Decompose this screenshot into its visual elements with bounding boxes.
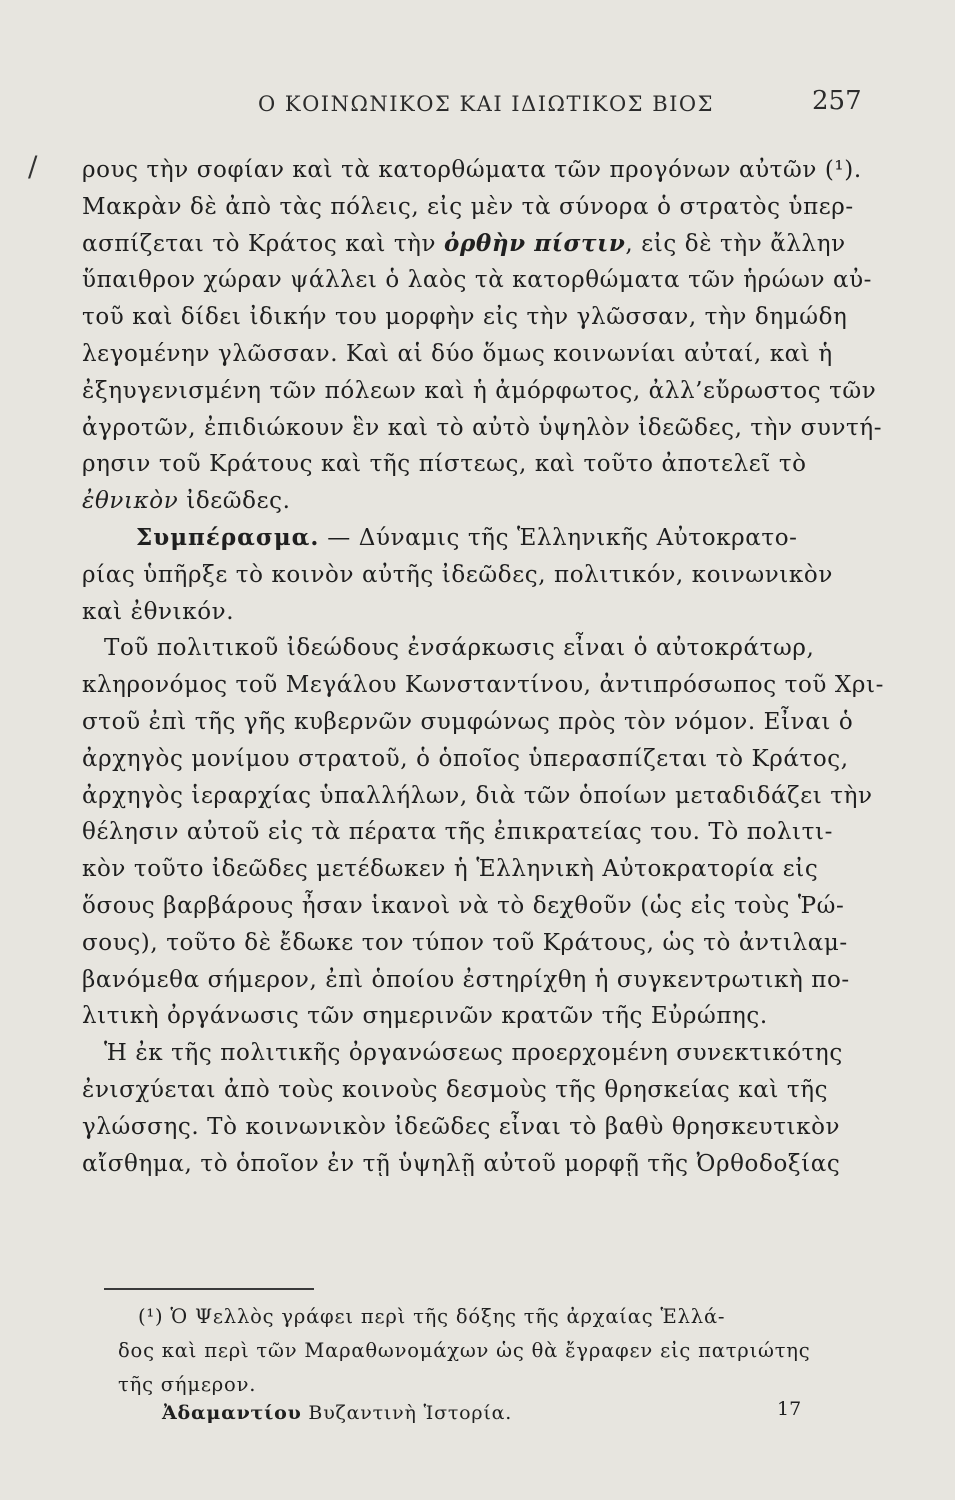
footnote-line: δος καὶ περὶ τῶν Μαραθωνομάχων ὡς θὰ ἔγραφεν εἰς πατριώτης [118, 1339, 811, 1362]
text-line: ἀρχηγὸς ἱεραρχίας ὑπαλλήλων, διὰ τῶν ὁποίων μεταδιδάζει τὴν [82, 782, 873, 809]
text-line: ρησιν τοῦ Κράτους καὶ τῆς πίστεως, καὶ τοῦτο ἀποτελεῖ τὸ [82, 451, 807, 478]
emphasis-national: ἐθνικὸν [82, 488, 179, 515]
signature-title: Βυζαντινὴ Ἱστορία. [301, 1402, 513, 1424]
text-line: θέλησιν αὐτοῦ εἰς τὰ πέρατα τῆς ἐπικρατείας του. Τὸ πολιτι- [82, 819, 833, 846]
footnote [118, 1300, 878, 1402]
text-line: λιτικὴ ὀργάνωσις τῶν σημερινῶν κρατῶν τῆς Εὐρώπης. [82, 1003, 768, 1030]
footnote-line: τῆς σήμερον. [118, 1373, 257, 1396]
text-line: γλώσσης. Τὸ κοινωνικὸν ἰδεῶδες εἶναι τὸ βαθὺ θρησκευτικὸν [82, 1113, 841, 1140]
signature-number: 17 [777, 1398, 802, 1420]
text-line [82, 483, 882, 520]
text-span: ασπίζεται τὸ Κράτος καὶ τὴν [82, 230, 445, 257]
text-line: σους), τοῦτο δὲ ἔδωκε τον τύπον τοῦ Κράτους, ὡς τὸ ἀντιλαμ- [82, 929, 848, 956]
text-span: — Δύναμις τῆς Ἑλληνικῆς Αὐτοκρατο- [319, 524, 798, 551]
text-line: ἐξηυγενισμένη τῶν πόλεων καὶ ἡ ἀμόρφωτος, ἀλλ’εὔρωστος τῶν [82, 377, 877, 404]
running-head: Ο ΚΟΙΝΩΝΙΚΟΣ ΚΑΙ ΙΔΙΩΤΙΚΟΣ ΒΙΟΣ [258, 92, 714, 116]
text-line: Μακρὰν δὲ ἀπὸ τὰς πόλεις, εἰς μὲν τὰ σύνορα ὁ στρατὸς ὑπερ- [82, 193, 854, 220]
page-number: 257 [812, 86, 862, 116]
text-line: τοῦ καὶ δίδει ἰδικήν του μορφὴν εἰς τὴν γλῶσσαν, τὴν δημώδη [82, 304, 848, 331]
text-line: κληρονόμος τοῦ Μεγάλου Κωνσταντίνου, ἀντιπρόσωπος τοῦ Χρι- [82, 672, 884, 699]
section-heading: Συμπέρασμα. [136, 523, 320, 551]
text-line: ἐνισχύεται ἀπὸ τοὺς κοινοὺς δεσμοὺς τῆς θρησκείας καὶ τῆς [82, 1076, 829, 1103]
text-line [82, 520, 882, 557]
text-line: λεγομένην γλῶσσαν. Καὶ αἱ δύο ὅμως κοινωνίαι αὐταί, καὶ ἡ [82, 340, 833, 367]
text-line: ρους τὴν σοφίαν καὶ τὰ κατορθώματα τῶν προγόνων αὐτῶν (¹). [82, 157, 862, 183]
signature-author: Ἀδαμαντίου [162, 1402, 302, 1424]
footnote-line: (¹) Ὁ Ψελλὸς γράφει περὶ τῆς δόξης τῆς ἀρχαίας Ἑλλά- [138, 1305, 726, 1328]
text-line: Ἡ ἐκ τῆς πολιτικῆς ὀργανώσεως προερχομένη συνεκτικότης [104, 1040, 843, 1067]
emphasis-orthodox-faith: ὀρθὴν πίστιν [444, 229, 626, 257]
text-line: ἀρχηγὸς μονίμου στρατοῦ, ὁ ὁποῖος ὑπερασπίζεται τὸ Κράτος, [82, 745, 849, 772]
text-line: Τοῦ πολιτικοῦ ἰδεώδους ἐνσάρκωσις εἶναι ὁ αὐτοκράτωρ, [104, 635, 815, 662]
text-line: κὸν τοῦτο ἰδεῶδες μετέδωκεν ἡ Ἑλληνικὴ Αὐτοκρατορία εἰς [82, 856, 819, 883]
text-span: , εἰς δὲ τὴν ἄλλην [625, 230, 846, 257]
text-line: καὶ ἐθνικόν. [82, 598, 235, 625]
margin-mark: / [28, 150, 38, 183]
text-line: ὕπαιθρον χώραν ψάλλει ὁ λαὸς τὰ κατορθώματα τῶν ἡρώων αὐ- [82, 267, 873, 294]
text-line [82, 226, 882, 263]
printer-signature [162, 1402, 512, 1424]
body-text [82, 152, 882, 1182]
text-line: ὅσους βαρβάρους ἦσαν ἱκανοὶ νὰ τὸ δεχθοῦν (ὡς εἰς τοὺς Ῥώ- [82, 892, 845, 919]
text-line: ἀγροτῶν, ἐπιδιώκουν ἓν καὶ τὸ αὐτὸ ὑψηλὸν ἰδεῶδες, τὴν συντή- [82, 414, 883, 441]
text-line: βανόμεθα σήμερον, ἐπὶ ὁποίου ἐστηρίχθη ἡ συγκεντρωτικὴ πο- [82, 966, 850, 993]
text-span: ἰδεῶδες. [178, 488, 291, 515]
text-line: στοῦ ἐπὶ τῆς γῆς κυβερνῶν συμφώνως πρὸς τὸν νόμον. Εἶναι ὁ [82, 708, 854, 735]
text-line: ρίας ὑπῆρξε τὸ κοινὸν αὐτῆς ἰδεῶδες, πολιτικόν, κοινωνικὸν [82, 561, 833, 588]
text-line: αἴσθημα, τὸ ὁποῖον ἐν τῇ ὑψηλῇ αὐτοῦ μορφῇ τῆς Ὀρθοδοξίας [82, 1150, 841, 1177]
footnote-divider [104, 1288, 314, 1290]
